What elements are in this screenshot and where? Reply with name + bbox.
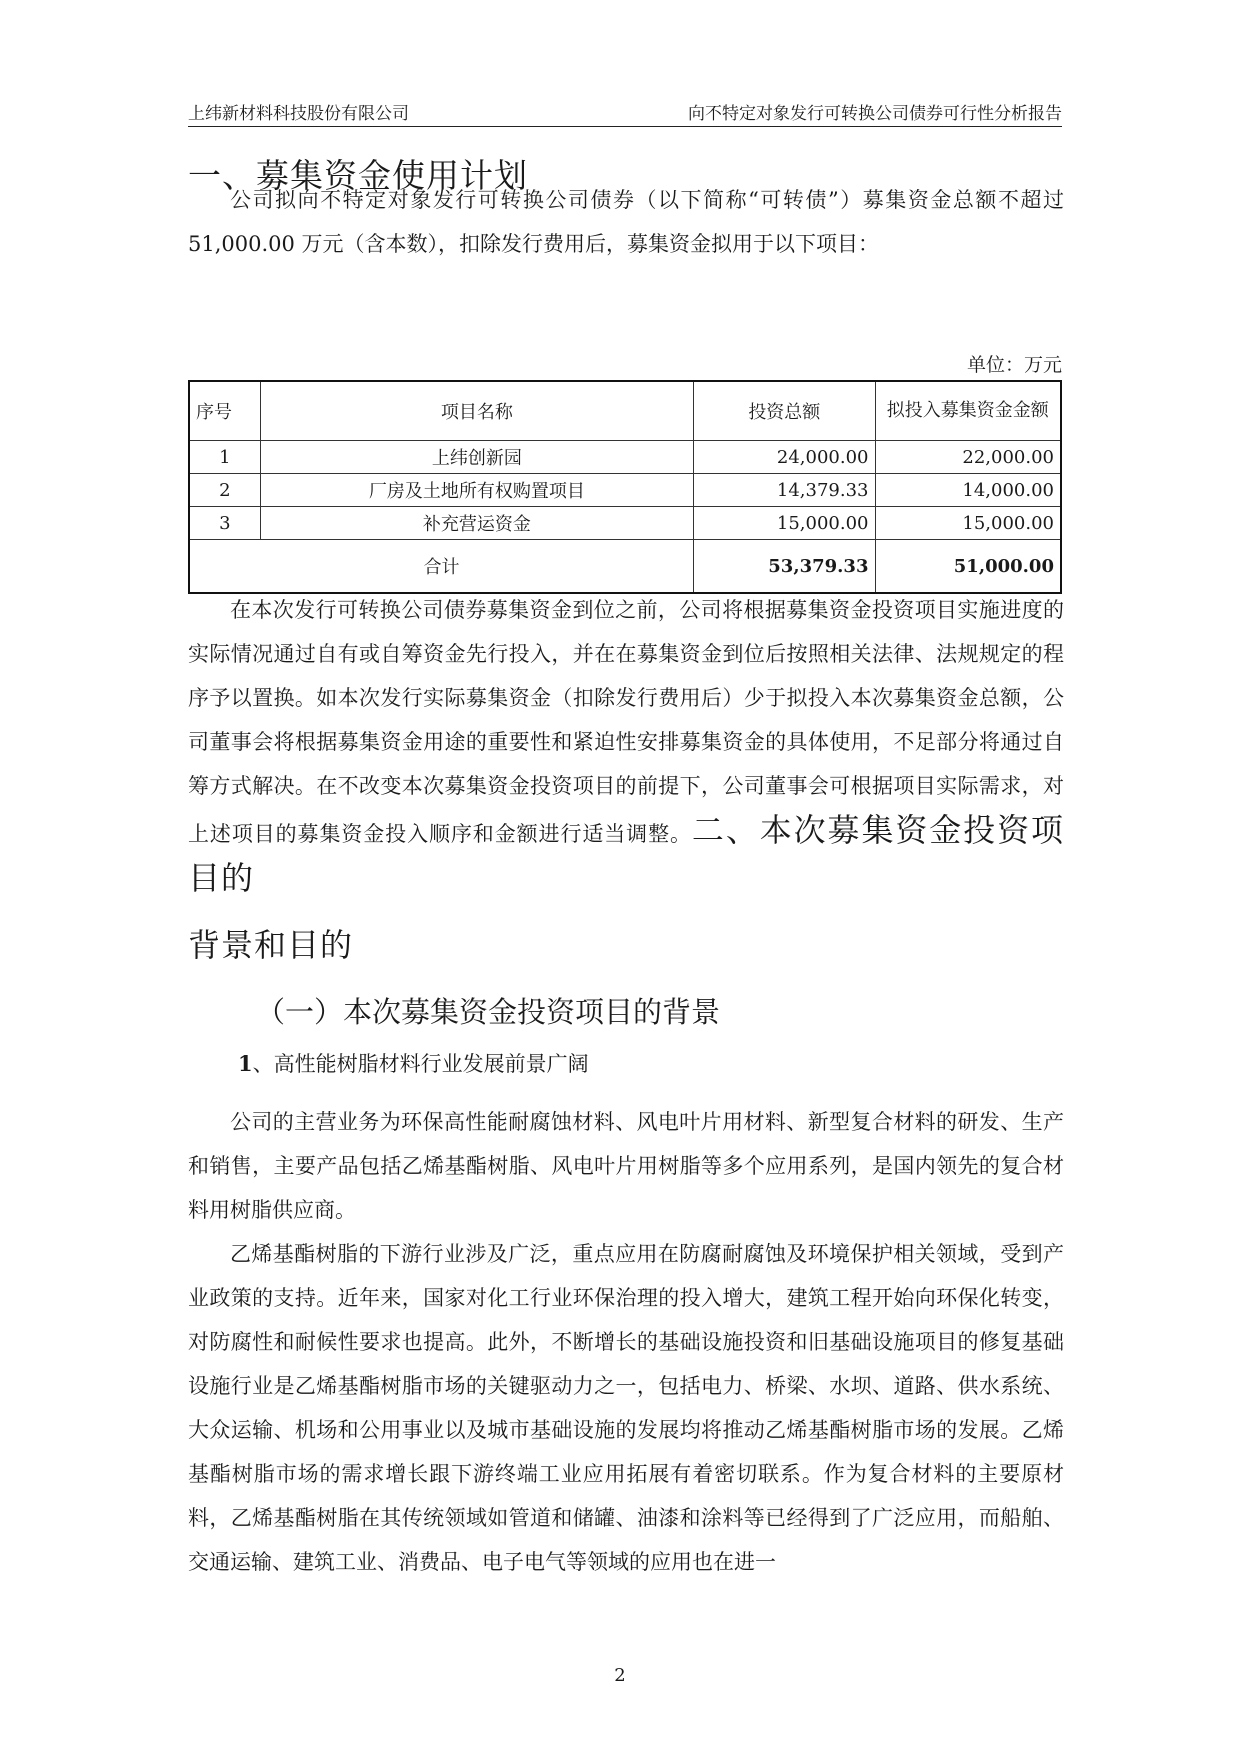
row-name: 厂房及土地所有权购置项目 [260,474,693,507]
item-1-number: 1 [238,1051,253,1076]
section-2-title-part-b: 背景和目的 [188,926,354,964]
subsection-1-title: （一）本次募集资金投资项目的背景 [256,995,721,1029]
total-raise: 51,000.00 [875,540,1061,594]
paragraph-main-business: 公司的主营业务为环保高性能耐腐蚀材料、风电叶片用材料、新型复合材料的研发、生产和销售，主要产品包括乙烯基酯树脂、风电叶片用树脂等多个应用系列，是国内领先的复合材料用树脂供应商。 [188,1110,1064,1222]
row-name: 上纬创新园 [260,441,693,474]
total-amount: 53,379.33 [694,540,875,594]
total-label: 合计 [189,540,694,594]
funds-table [188,380,1062,594]
table-row [189,441,1061,474]
col-header-no: 序号 [189,381,260,441]
section-1-after-paragraph [188,588,1064,904]
table-row [189,474,1061,507]
row-total: 14,379.33 [694,474,875,507]
paragraph-vinyl-ester: 乙烯基酯树脂的下游行业涉及广泛，重点应用在防腐耐腐蚀及环境保护相关领域，受到产业政策的支持。近年来，国家对化工行业环保治理的投入增大，建筑工程开始向环保化转变，对防腐性和耐候性要求也提高。此外，不断增长的基础设施投资和旧基础设施项目的修复基础设施行业是乙烯基酯树脂市场的关键驱动力之一，包括电力、桥梁、水坝、道路、供水系统、大众运输、机场和公用事业以及城市基础设施的发展均将推动乙烯基酯树脂市场的发展。乙烯基酯树脂市场的需求增长跟下游终端工业应用拓展有着密切联系。作为复合材料的主要原材料，乙烯基酯树脂在其传统领域如管道和储罐、油漆和涂料等已经得到了广泛应用，而船舶、交通运输、建筑工业、消费品、电子电气等领域的应用也在进一 [188,1242,1064,1574]
row-no: 2 [189,474,260,507]
header-company: 上纬新材料科技股份有限公司 [188,104,409,124]
section-1-title: 一、募集资金使用计划 [188,156,528,195]
col-header-raise: 拟投入募集资金金额 [875,381,1061,441]
row-total: 24,000.00 [694,441,875,474]
item-1-text: 、高性能树脂材料行业发展前景广阔 [252,1052,589,1076]
table-header-row [189,381,1061,441]
header-doc-title: 向不特定对象发行可转换公司债券可行性分析报告 [688,104,1062,124]
row-no: 3 [189,507,260,540]
page-number: 2 [614,1665,626,1686]
table-row [189,507,1061,540]
col-header-total: 投资总额 [694,381,875,441]
after-text: 在本次发行可转换公司债券募集资金到位之前，公司将根据募集资金投资项目实施进度的实际情况通过自有或自筹资金先行投入，并在在募集资金到位后按照相关法律、法规规定的程序予以置换。如本次发行实际募集资金（扣除发行费用后）少于拟投入本次募集资金总额，公司董事会将根据募集资金用途的重要性和紧迫性安排募集资金的具体使用，不足部分将通过自筹方式解决。在不改变本次募集资金投资项目的前提下，公司董事会可根据项目实际需求，对上述项目的募集资金投入顺序和金额进行适当调整。 [188,598,1064,846]
item-1-title [238,1048,589,1078]
row-raise: 14,000.00 [875,474,1061,507]
row-name: 补充营运资金 [260,507,693,540]
running-header [188,102,1062,127]
row-total: 15,000.00 [694,507,875,540]
row-raise: 22,000.00 [875,441,1061,474]
section-1-intro: 公司拟向不特定对象发行可转换公司债券（以下简称“可转债”）募集资金总额不超过 51,000.00 万元（含本数），扣除发行费用后，募集资金拟用于以下项目： [188,188,1064,256]
table-total-row [189,540,1061,594]
row-no: 1 [189,441,260,474]
table-unit-label: 单位：万元 [966,354,1062,376]
row-raise: 15,000.00 [875,507,1061,540]
col-header-name: 项目名称 [260,381,693,441]
section-2-title-part-a: 二、本次募集资金投资项目的 [188,811,1064,897]
